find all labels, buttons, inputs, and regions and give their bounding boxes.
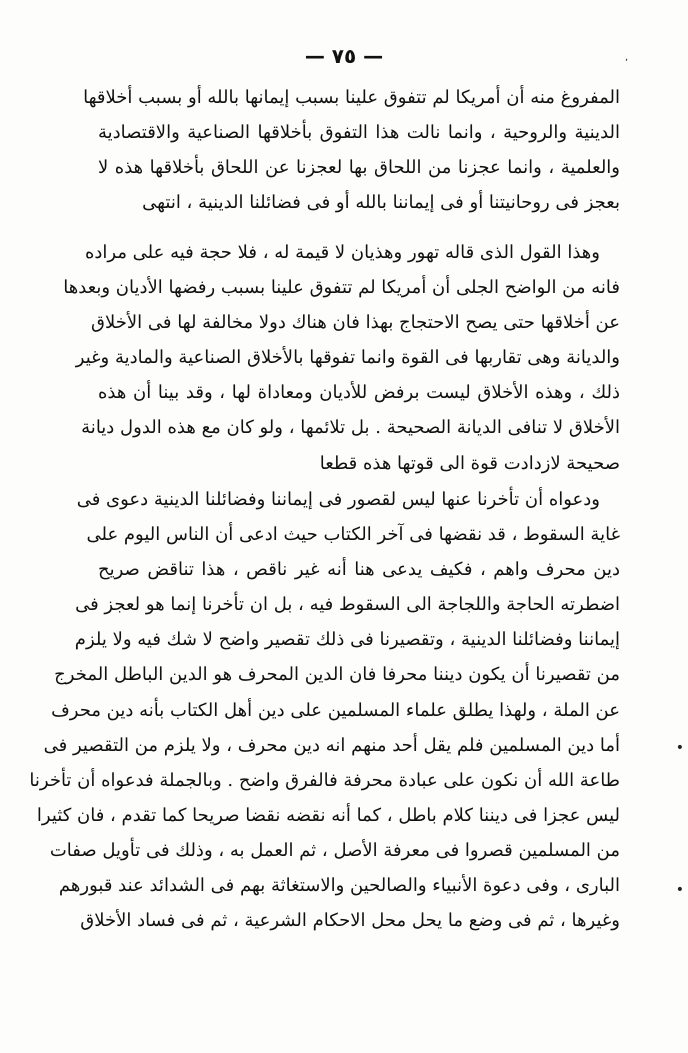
text-line: بعجز فى روحانيتنا أو فى إيماننا بالله أو فى فضائلنا الدينية ، انتهى [142,192,620,214]
margin-mark: ٬ [624,58,628,69]
text-line: دين محرف واهم ، فكيف يدعى هنا أنه غير ناقص ، هذا تناقض صريح [98,559,620,581]
text-line: من تقصيرنا أن يكون ديننا محرفا فان الدين المحرف هو الدين الباطل المخرج [54,664,620,686]
text-line: غاية السقوط ، قد نقضها فى آخر الكتاب حيث ادعى أن الناس اليوم على [86,524,620,546]
text-line: من المسلمين قصروا فى معرفة الأصل ، ثم العمل به ، وذلك فى تأويل صفات [49,839,620,861]
paragraph-1 [83,80,620,220]
text-line: طاعة الله أن نكون على عبادة محرفة فالفرق واضح . وبالجملة فدعواه أن تأخرنا [29,769,620,791]
text-line: إيماننا وفضائلنا الدينية ، وتقصيرنا فى ذلك تقصير واضح لا شك فيه ولا يلزم [74,629,620,651]
text-line: وهذا القول الذى قاله تهور وهذيان لا قيمة له ، فلا حجة فيه على مراده [84,242,600,263]
paragraph-3 [29,482,620,938]
text-line: الدينية والروحية ، وانما نالت هذا التفوق بأخلاقها الصناعية والاقتصادية [98,122,620,144]
text-line: عن أخلاقها حتى يصح الاحتجاج بهذا فان هناك دولا مخالفة لها فى الأخلاق [91,312,620,334]
text-line: ودعواه أن تأخرنا عنها ليس لقصور فى إيماننا وفضائلنا الدينية دعوى فى [76,489,600,510]
text-line: اضطرته الحاجة واللجاجة الى السقوط فيه ، بل ان تأخرنا إنما هو لعجز فى [75,594,620,616]
margin-mark: • [675,740,684,756]
page-number: — ٧٥ — [304,44,384,68]
text-line: المفروغ منه أن أمريكا لم تتفوق علينا بسبب إيمانها بالله أو بسبب أخلاقها [83,87,620,108]
text-line: البارى ، وفى دعوة الأنبياء والصالحين والاستغاثة بهم فى الشدائد عند قبورهم [58,875,620,897]
text-line: أما دين المسلمين فلم يقل أحد منهم انه دين محرف ، ولا يلزم من التقصير فى [43,734,620,756]
text-line: صحيحة لازدادت قوة الى قوتها هذه قطعا [319,452,620,474]
text-line: ليس عجزا فى ديننا كلام باطل ، كما أنه نقضه نقضا صريحا كما تقدم ، فان كثيرا [36,804,620,826]
text-line: ذلك ، وهذه الأخلاق ليست برفض للأديان ومعاداة لها ، وقد بينا أن هذه [98,382,620,404]
text-line: عن الملة ، ولهذا يطلق علماء المسلمين على دين أهل الكتاب بأنه دين محرف [51,699,620,721]
paragraph-2 [63,235,620,481]
text-line: فانه من الواضح الجلى أن أمريكا لم تتفوق علينا بسبب رفضها الأديان وبعدها [63,277,620,299]
text-line: الأخلاق لا تنافى الديانة الصحيحة . بل تلائمها ، ولو كان مع هذه الدول ديانة [81,417,620,439]
text-line: وغيرها ، ثم فى وضع ما يحل محل الاحكام الشرعية ، ثم فى فساد الأخلاق [80,910,620,932]
margin-mark: • [675,882,684,898]
text-line: والديانة وهى تقاربها فى القوة وانما تفوقها بالأخلاق الصناعية والمادية وغير [75,347,620,369]
text-line: والعلمية ، وانما عجزنا من اللحاق بها لعجزنا عن اللحاق بأخلاقها هذه لا [98,157,620,179]
